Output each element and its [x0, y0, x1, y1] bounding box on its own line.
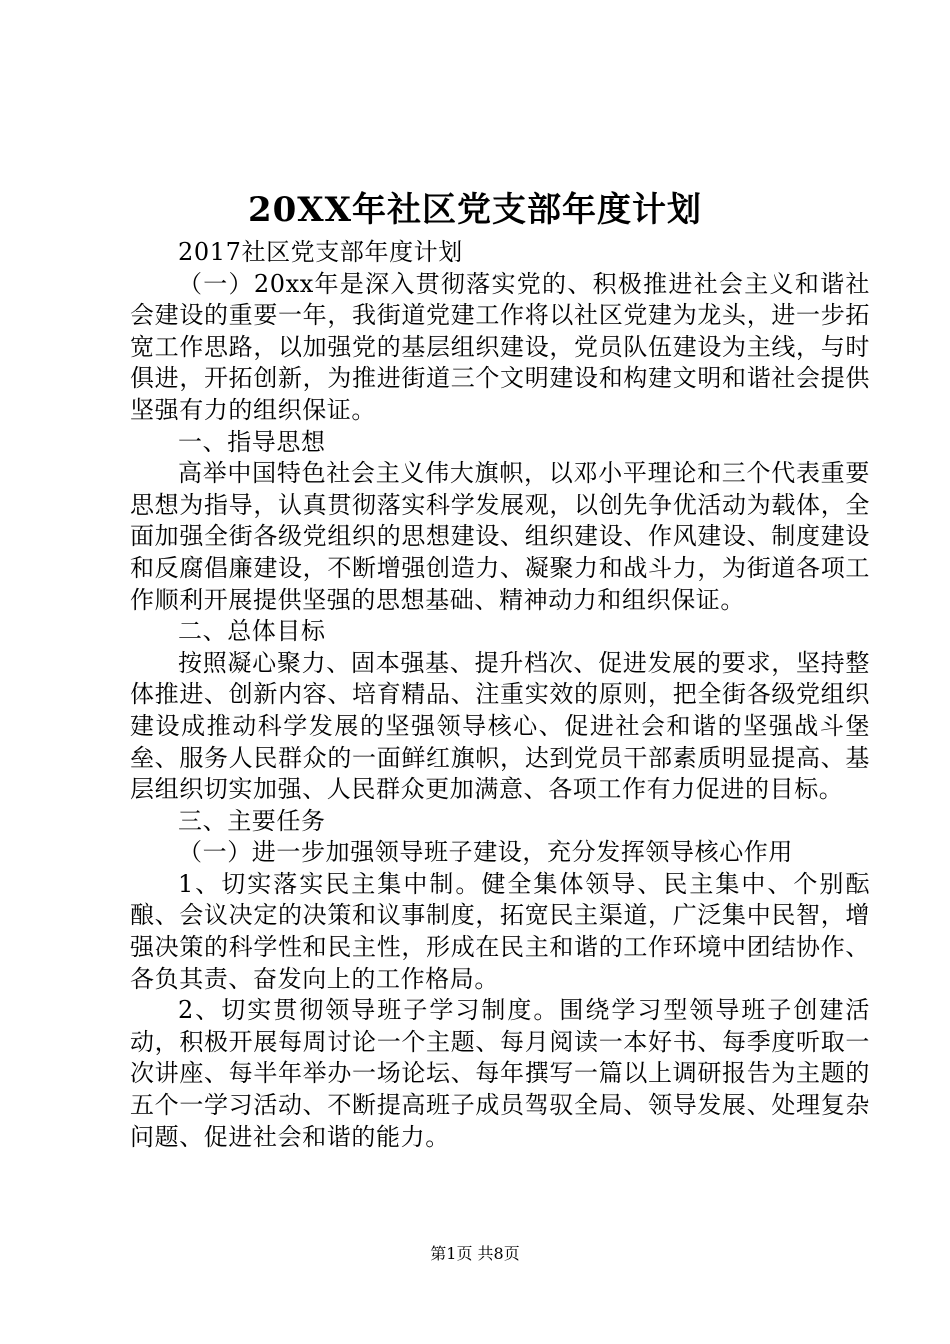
section-heading-overall-goal: 二、总体目标 [178, 617, 326, 646]
document-title: 20XX年社区党支部年度计划 [247, 190, 703, 230]
document-body [130, 237, 870, 1153]
section-heading-guiding-thought: 一、指导思想 [178, 427, 326, 456]
paragraph-subtitle: 2017社区党支部年度计划 [178, 238, 463, 266]
page-number: 第1页 共8页 [430, 1244, 520, 1263]
section-heading-main-tasks: 三、主要任务 [178, 806, 326, 835]
paragraph-guiding-thought: 高举中国特色社会主义伟大旗帜，以邓小平理论和三个代表重要思想为指导，认真贯彻落实科学发展观，以创先争优活动为载体，全面加强全街各级党组织的思想建设、组织建设、作风建设、制度建设和反腐倡廉建设，不断增强创造力、凝聚力和战斗力，为街道各项工作顺利开展提供坚强的思想基础、精神动力和组织保证。 [130, 459, 870, 614]
paragraph-intro: （一）20xx年是深入贯彻落实党的、积极推进社会主义和谐社会建设的重要一年，我街道党建工作将以社区党建为龙头，进一步拓宽工作思路，以加强党的基层组织建设，党员队伍建设为主线，与时俱进，开拓创新，为推进街道三个文明建设和构建文明和谐社会提供坚强有力的组织保证。 [130, 269, 870, 424]
subsection-heading-leadership: （一）进一步加强领导班子建设，充分发挥领导核心作用 [178, 838, 793, 867]
paragraph-task-1: 1、切实落实民主集中制。健全集体领导、民主集中、个别酝酿、会议决定的决策和议事制度，拓宽民主渠道，广泛集中民智，增强决策的科学性和民主性，形成在民主和谐的工作环境中团结协作、各负其责、奋发向上的工作格局。 [130, 869, 870, 993]
paragraph-task-2: 2、切实贯彻领导班子学习制度。围绕学习型领导班子创建活动，积极开展每周讨论一个主题、每月阅读一本好书、每季度听取一次讲座、每半年举办一场论坛、每年撰写一篇以上调研报告为主题的五个一学习活动、不断提高班子成员驾驭全局、领导发展、处理复杂问题、促进社会和谐的能力。 [130, 996, 870, 1151]
paragraph-overall-goal: 按照凝心聚力、固本强基、提升档次、促进发展的要求，坚持整体推进、创新内容、培育精品、注重实效的原则，把全街各级党组织建设成推动科学发展的坚强领导核心、促进社会和谐的坚强战斗堡垒、服务人民群众的一面鲜红旗帜，达到党员干部素质明显提高、基层组织切实加强、人民群众更加满意、各项工作有力促进的目标。 [130, 648, 870, 804]
